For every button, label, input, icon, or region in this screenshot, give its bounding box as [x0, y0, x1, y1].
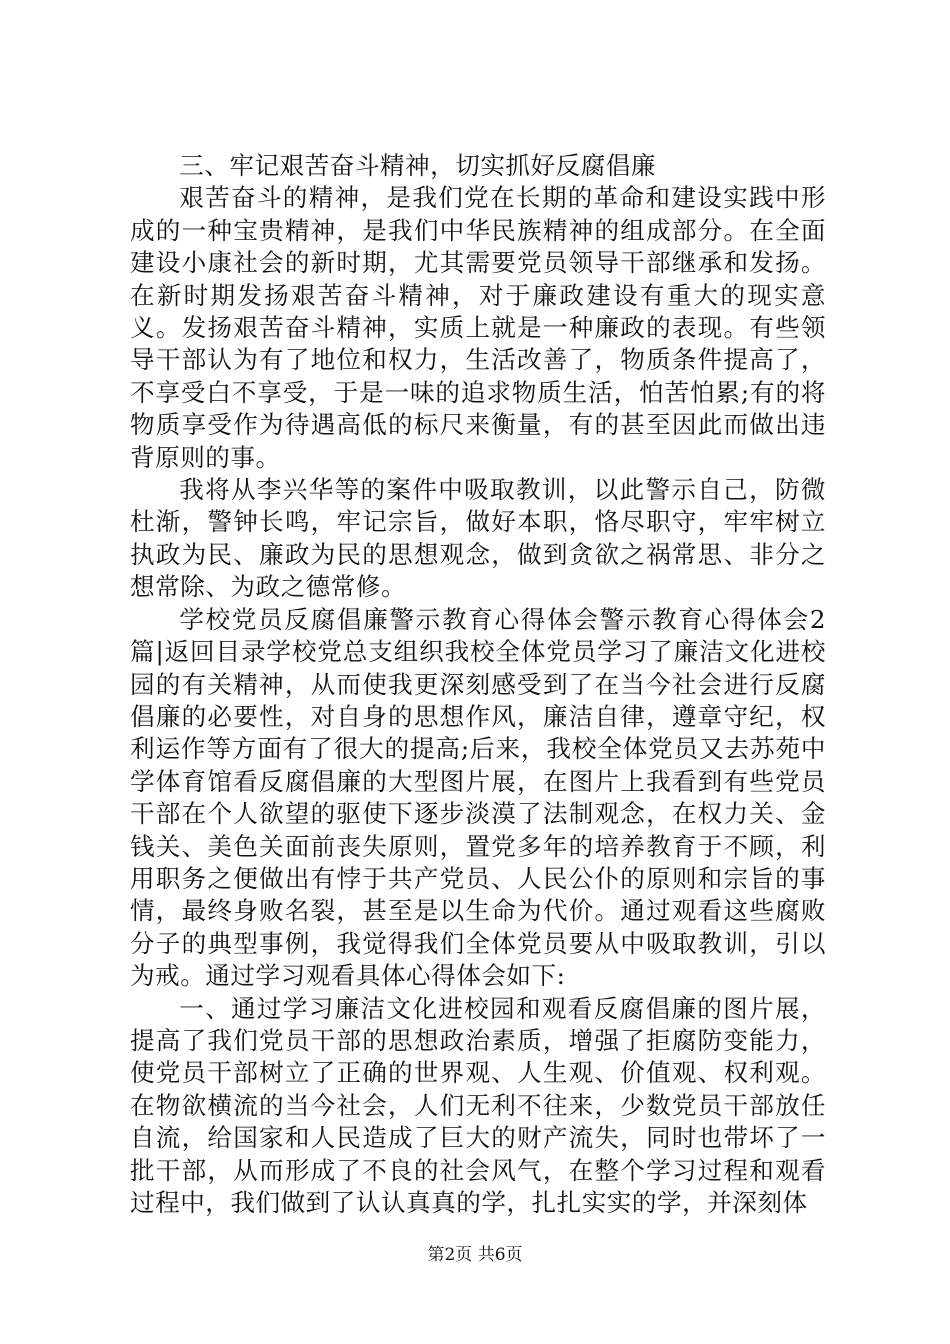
section-heading: 三、牢记艰苦奋斗精神，切实抓好反腐倡廉 — [179, 151, 656, 180]
document-body — [130, 150, 826, 1219]
paragraph-lessons: 我将从李兴华等的案件中吸取教训，以此警示自己，防微杜渐，警钟长鸣，牢记宗旨，做好本职，恪尽职守，牢牢树立执政为民、廉政为民的思想观念，做到贪欲之祸常思、非分之想常除、为政之德常修。 — [130, 475, 826, 602]
page-footer: 第2页 共6页 — [427, 1245, 523, 1265]
paragraph-school-education: 学校党员反腐倡廉警示教育心得体会警示教育心得体会2篇|返回目录学校党总支组织我校全体党员学习了廉洁文化进校园的有关精神，从而使我更深刻感受到了在当今社会进行反腐倡廉的必要性，对自身的思想作风，廉洁自律，遵章守纪，权利运作等方面有了很大的提高;后来，我校全体党员又去苏苑中学体育馆看反腐倡廉的大型图片展，在图片上我看到有些党员干部在个人欲望的驱使下逐步淡漠了法制观念，在权力关、金钱关、美色关面前丧失原则，置党多年的培养教育于不顾，利用职务之便做出有悖于共产党员、人民公仆的原则和宗旨的事情，最终身败名裂，甚至是以生命为代价。通过观看这些腐败分子的典型事例，我觉得我们全体党员要从中吸取教训，引以为戒。通过学习观看具体心得体会如下: — [130, 604, 826, 991]
paragraph-point-one: 一、通过学习廉洁文化进校园和观看反腐倡廉的图片展，提高了我们党员干部的思想政治素质，增强了拒腐防变能力，使党员干部树立了正确的世界观、人生观、价值观、权利观。在物欲横流的当今社会，人们无利不往来，少数党员干部放任自流，给国家和人民造成了巨大的财产流失，同时也带坏了一批干部，从而形成了不良的社会风气，在整个学习过程和观看过程中，我们做到了认认真真的学，扎扎实实的学，并深刻体 — [130, 993, 826, 1217]
paragraph-hardship-spirit: 艰苦奋斗的精神，是我们党在长期的革命和建设实践中形成的一种宝贵精神，是我们中华民族精神的组成部分。在全面建设小康社会的新时期，尤其需要党员领导干部继承和发扬。在新时期发扬艰苦奋斗精神，对于廉政建设有重大的现实意义。发扬艰苦奋斗精神，实质上就是一种廉政的表现。有些领导干部认为有了地位和权力，生活改善了，物质条件提高了，不享受白不享受，于是一味的追求物质生活，怕苦怕累;有的将物质享受作为待遇高低的标尺来衡量，有的甚至因此而做出违背原则的事。 — [130, 183, 826, 472]
